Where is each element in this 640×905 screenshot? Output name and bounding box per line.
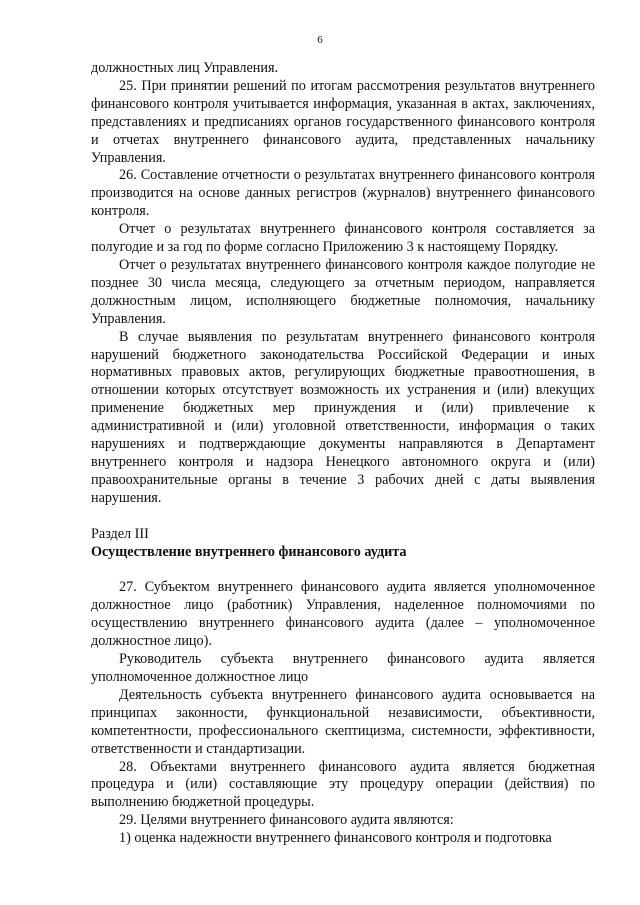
paragraph: 27. Субъектом внутреннего финансового аудита является уполномоченное должностное лицо (работник) Управления, наделенное полномочиями по осуществлению внутреннего финансового аудита (далее – уполномоченное должностное лицо). bbox=[91, 579, 595, 650]
paragraph: Деятельность субъекта внутреннего финансового аудита основывается на принципах законности, функциональной независимости, объективности, компетентности, профессионального скептицизма, системности, эффективности, ответственности и стандартизации. bbox=[91, 686, 595, 757]
paragraph: 26. Составление отчетности о результатах внутреннего финансового контроля производится на основе данных регистров (журналов) внутреннего финансового контроля. bbox=[91, 167, 595, 220]
section-number: Раздел III bbox=[91, 525, 149, 542]
paragraph: 29. Целями внутреннего финансового аудита являются: bbox=[119, 812, 454, 829]
paragraph: В случае выявления по результатам внутреннего финансового контроля нарушений бюджетного законодательства Российской Федерации и иных нормативных правовых актов, регулирующих бюджетные правоотношения, в отношении которых отсутствует возможность их устранения и (или) влекущих применение бюджетных мер принуждения и (или) привлечение к административной и (или) уголовной ответственности, информация о таких нарушениях и подтверждающие документы направляются в Департамент внутреннего контроля и надзора Ненецкого автономного округа и (или) правоохранительные органы в течение 3 рабочих дней с даты выявления нарушения. bbox=[91, 328, 595, 506]
document-body bbox=[91, 60, 595, 848]
section-heading: Осуществление внутреннего финансового аудита bbox=[91, 543, 407, 560]
paragraph: Руководитель субъекта внутреннего финансового аудита является уполномоченное должностное лицо bbox=[91, 651, 595, 685]
paragraph: 25. При принятии решений по итогам рассмотрения результатов внутреннего финансового контроля учитывается информация, указанная в актах, заключениях, представлениях и предписаниях органов государственного финансового контроля и отчетах внутреннего финансового аудита, представленных начальнику Управления. bbox=[91, 77, 595, 166]
spacer bbox=[91, 508, 595, 526]
paragraph: Отчет о результатах внутреннего финансового контроля каждое полугодие не позднее 30 числа месяца, следующего за отчетным периодом, направляется должностным лицом, исполняющего бюджетные полномочия, начальнику Управления. bbox=[91, 256, 595, 327]
paragraph: должностных лиц Управления. bbox=[91, 60, 279, 76]
paragraph: 28. Объектами внутреннего финансового аудита является бюджетная процедура и (или) составляющие эту процедуру операции (действия) по выполнению бюджетной процедуры. bbox=[91, 758, 595, 811]
spacer bbox=[91, 561, 595, 579]
paragraph: 1) оценка надежности внутреннего финансового контроля и подготовка bbox=[119, 830, 552, 847]
page-number: 6 bbox=[317, 34, 323, 46]
paragraph: Отчет о результатах внутреннего финансового контроля составляется за полугодие и за год по форме согласно Приложению 3 к настоящему Порядку. bbox=[91, 221, 595, 256]
